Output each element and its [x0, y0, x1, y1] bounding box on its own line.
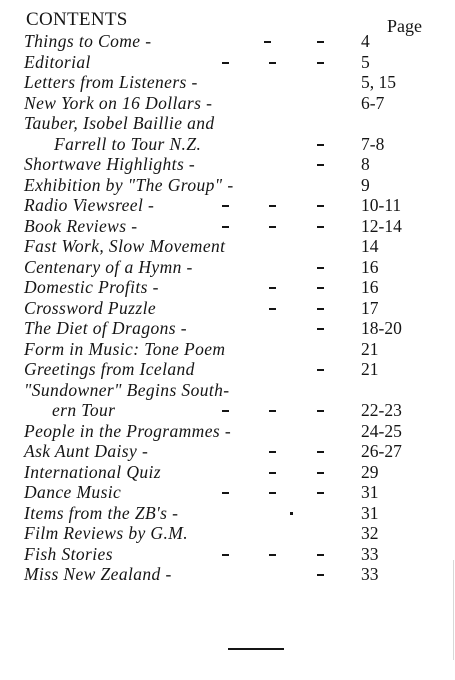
toc-entry	[0, 318, 455, 339]
toc-entry-page: 21	[361, 338, 379, 359]
toc-entry-page: 16	[361, 277, 379, 297]
toc-entry-title: Items from the ZB's -	[24, 502, 179, 523]
toc-entry	[0, 113, 455, 154]
leader-dashes	[0, 400, 360, 421]
scan-edge-mark	[453, 560, 454, 660]
toc-entry	[0, 441, 455, 462]
toc-entry-title: People in the Programmes -	[24, 420, 232, 441]
toc-entry-title: Exhibition by "The Group" -	[24, 174, 234, 195]
toc-entry-title-line1: Tauber, Isobel Baillie and	[24, 113, 215, 133]
toc-entry-title-line2: ern Tour	[52, 400, 116, 420]
toc-entry-page: 18-20	[361, 318, 402, 338]
toc-entry-page: 6-7	[361, 92, 385, 113]
toc-entry-page: 7-8	[361, 133, 385, 154]
toc-entry-title-line2: Farrell to Tour N.Z.	[54, 133, 202, 154]
toc-entry-page: 9	[361, 174, 370, 195]
toc-entry-title: Ask Aunt Daisy -	[24, 441, 149, 461]
toc-entry-page: 29	[361, 461, 379, 482]
section-rule	[228, 648, 284, 650]
leader-dashes	[0, 564, 360, 585]
toc-entry	[0, 257, 455, 278]
toc-entry-title: Radio Viewsreel -	[24, 195, 155, 215]
toc-entry-page: 24-25	[361, 420, 402, 441]
toc-entry-page: 5	[361, 51, 370, 72]
toc-entry-page: 14	[361, 236, 379, 256]
leader-dashes	[0, 52, 360, 73]
leader-dashes	[0, 544, 360, 565]
toc-entry	[0, 503, 455, 524]
leader-dashes	[0, 462, 360, 483]
toc-entry-title: Greetings from Iceland	[24, 359, 195, 379]
toc-entry-page: 16	[361, 256, 379, 277]
toc-entry-title: Shortwave Highlights -	[24, 154, 196, 174]
toc-entry-page: 4	[361, 31, 370, 51]
toc-entry	[0, 72, 455, 93]
toc-entry	[0, 52, 455, 73]
toc-entry-title: Centenary of a Hymn -	[24, 256, 193, 277]
toc-entry-title: Dance Music	[24, 482, 122, 502]
leader-dashes	[0, 482, 360, 503]
contents-header	[26, 9, 435, 36]
toc-entry	[0, 421, 455, 442]
leader-dashes	[0, 31, 360, 52]
toc-entry-title: Things to Come -	[24, 31, 152, 51]
contents-title: CONTENTS	[26, 9, 128, 30]
toc-entry-title: New York on 16 Dollars -	[24, 92, 213, 113]
leader-dashes	[0, 257, 360, 278]
leader-dashes	[0, 359, 360, 380]
toc-entry-page: 12-14	[361, 215, 402, 236]
toc-entry	[0, 154, 455, 175]
toc-entry-page: 22-23	[361, 400, 402, 420]
toc-entry	[0, 277, 455, 298]
toc-entry	[0, 236, 455, 257]
leader-dashes	[0, 154, 360, 175]
toc-entry	[0, 523, 455, 544]
toc-entry-page: 17	[361, 297, 379, 318]
leader-dashes	[0, 441, 360, 462]
toc-entry-page: 32	[361, 523, 379, 543]
toc-entry-page: 31	[361, 502, 379, 523]
toc-entry-page: 33	[361, 564, 379, 584]
toc-entry-title: Fish Stories	[24, 543, 113, 564]
leader-dashes	[0, 216, 360, 237]
toc-entry-title: The Diet of Dragons -	[24, 318, 187, 338]
toc-entry	[0, 93, 455, 114]
toc-entry	[0, 195, 455, 216]
toc-entry	[0, 544, 455, 565]
toc-entry-title: Book Reviews -	[24, 215, 138, 236]
toc-entry-page: 31	[361, 482, 379, 502]
toc-entry-page: 21	[361, 359, 379, 379]
toc-entry-page: 5, 15	[361, 72, 396, 92]
toc-entry-title: Editorial	[24, 51, 91, 72]
leader-dashes	[0, 318, 360, 339]
toc-entry	[0, 564, 455, 585]
leader-dashes	[0, 298, 360, 319]
toc-entry	[0, 339, 455, 360]
toc-entry-page: 8	[361, 154, 370, 174]
toc-entry-title: Form in Music: Tone Poem	[24, 338, 226, 359]
leader-dashes	[0, 277, 360, 298]
toc-entry	[0, 462, 455, 483]
toc-entry-page: 10-11	[361, 195, 402, 215]
page-column-label: Page	[387, 16, 422, 36]
toc-entry	[0, 298, 455, 319]
toc-entry-title: International Quiz	[24, 461, 161, 482]
toc-entry-title: Crossword Puzzle	[24, 297, 157, 318]
leader-dashes	[0, 195, 360, 216]
toc-entry	[0, 380, 455, 421]
leader-dashes	[0, 503, 360, 524]
toc-entry	[0, 175, 455, 196]
table-of-contents	[0, 31, 455, 585]
toc-entry	[0, 31, 455, 52]
toc-entry-title: Fast Work, Slow Movement	[24, 236, 226, 256]
toc-entry-title: Domestic Profits -	[24, 277, 159, 297]
toc-entry-page: 26-27	[361, 441, 402, 461]
toc-entry-title-line1: "Sundowner" Begins South-	[24, 379, 230, 400]
toc-entry	[0, 359, 455, 380]
leader-dashes	[0, 134, 360, 155]
toc-entry	[0, 216, 455, 237]
toc-entry-page: 33	[361, 543, 379, 564]
toc-entry	[0, 482, 455, 503]
toc-entry-title: Letters from Listeners -	[24, 72, 198, 92]
toc-entry-title: Miss New Zealand -	[24, 564, 172, 584]
toc-entry-title: Film Reviews by G.M.	[24, 523, 188, 543]
